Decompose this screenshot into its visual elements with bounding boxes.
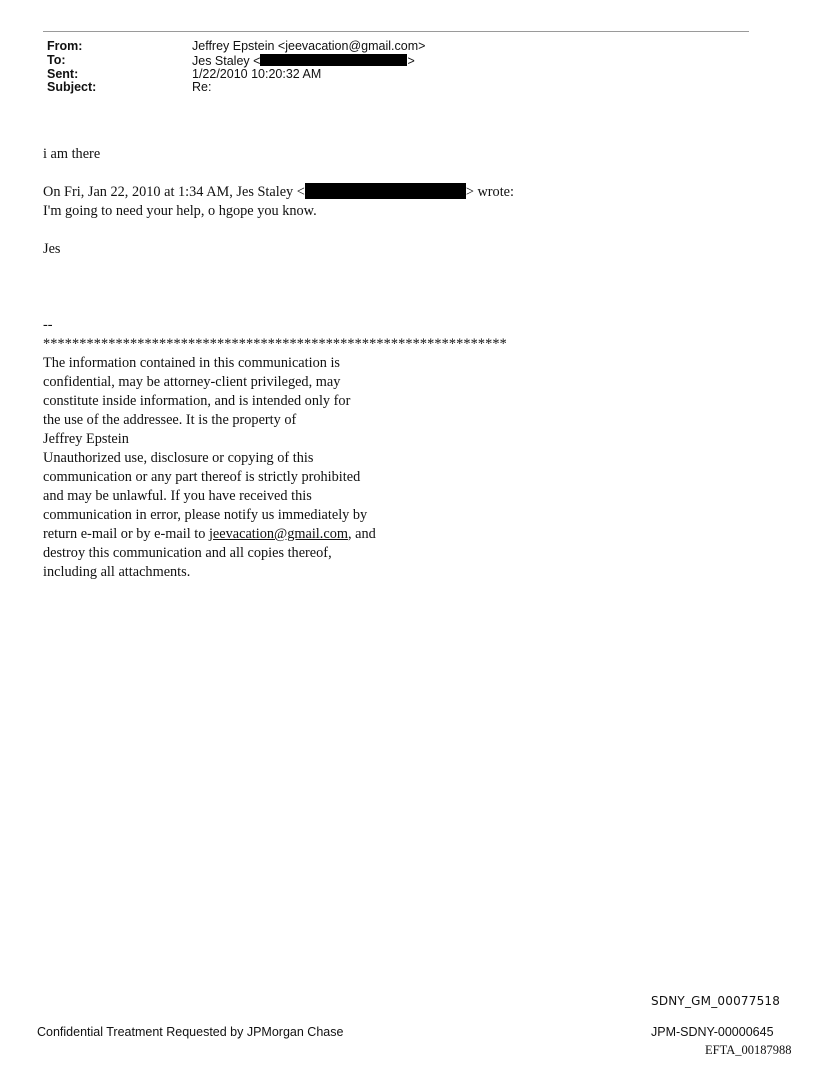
subject-row [47, 81, 425, 95]
sent-label: Sent: [47, 66, 79, 81]
disclaimer-line: the use of the addressee. It is the property of [43, 412, 297, 428]
signature-separator: -- [43, 317, 53, 333]
email-body [43, 145, 514, 582]
disclaimer-line: and may be unlawful. If you have received this [43, 488, 312, 504]
quote-prefix: On Fri, Jan 22, 2010 at 1:34 AM, Jes Staley < [43, 184, 305, 200]
to-label: To: [47, 52, 66, 67]
jpm-bates-stamp: JPM-SDNY-00000645 [651, 1025, 774, 1039]
subject-value: Re: [192, 80, 212, 95]
disclaimer-line: destroy this communication and all copies thereof, [43, 545, 332, 561]
from-value: Jeffrey Epstein <jeevacation@gmail.com> [192, 39, 426, 53]
sdny-gm-bates-stamp: SDNY_GM_00077518 [651, 994, 781, 1008]
from-label: From: [47, 39, 83, 53]
reply-text: i am there [43, 146, 101, 162]
quote-header [43, 183, 514, 202]
return-suffix: , and [347, 526, 376, 542]
signature: Jes [43, 241, 61, 257]
subject-label: Subject: [47, 80, 97, 95]
email-header [47, 40, 425, 95]
asterisk-divider: **************************************************************** [43, 336, 507, 352]
quote-suffix: > wrote: [465, 184, 514, 200]
disclaimer-line: communication or any part thereof is strictly prohibited [43, 469, 361, 485]
redaction-bar [305, 183, 466, 199]
disclaimer-line: Unauthorized use, disclosure or copying of this [43, 450, 314, 466]
return-prefix: return e-mail or by e-mail to [43, 526, 209, 542]
disclaimer-line: communication in error, please notify us immediately by [43, 507, 368, 523]
to-row [47, 54, 425, 68]
to-value [192, 54, 415, 68]
efta-bates-stamp: EFTA_00187988 [705, 1043, 792, 1057]
confidential-footer: Confidential Treatment Requested by JPMorgan Chase [37, 1025, 344, 1039]
from-row [47, 40, 425, 54]
sent-value: 1/22/2010 10:20:32 AM [192, 66, 322, 81]
disclaimer-line: constitute inside information, and is intended only for [43, 393, 351, 409]
redaction-bar [260, 54, 407, 66]
quoted-text: I'm going to need your help, o hgope you know. [43, 203, 317, 219]
disclaimer-line: Jeffrey Epstein [43, 431, 129, 447]
to-close: > [407, 53, 415, 68]
disclaimer-line: The information contained in this communication is [43, 355, 340, 371]
to-name: Jes Staley < [192, 53, 261, 68]
disclaimer-return-line [43, 525, 514, 544]
disclaimer-line: including all attachments. [43, 564, 191, 580]
header-divider [43, 31, 749, 32]
sent-row [47, 68, 425, 82]
email-link[interactable]: jeevacation@gmail.com [208, 526, 348, 542]
disclaimer-line: confidential, may be attorney-client privileged, may [43, 374, 341, 390]
